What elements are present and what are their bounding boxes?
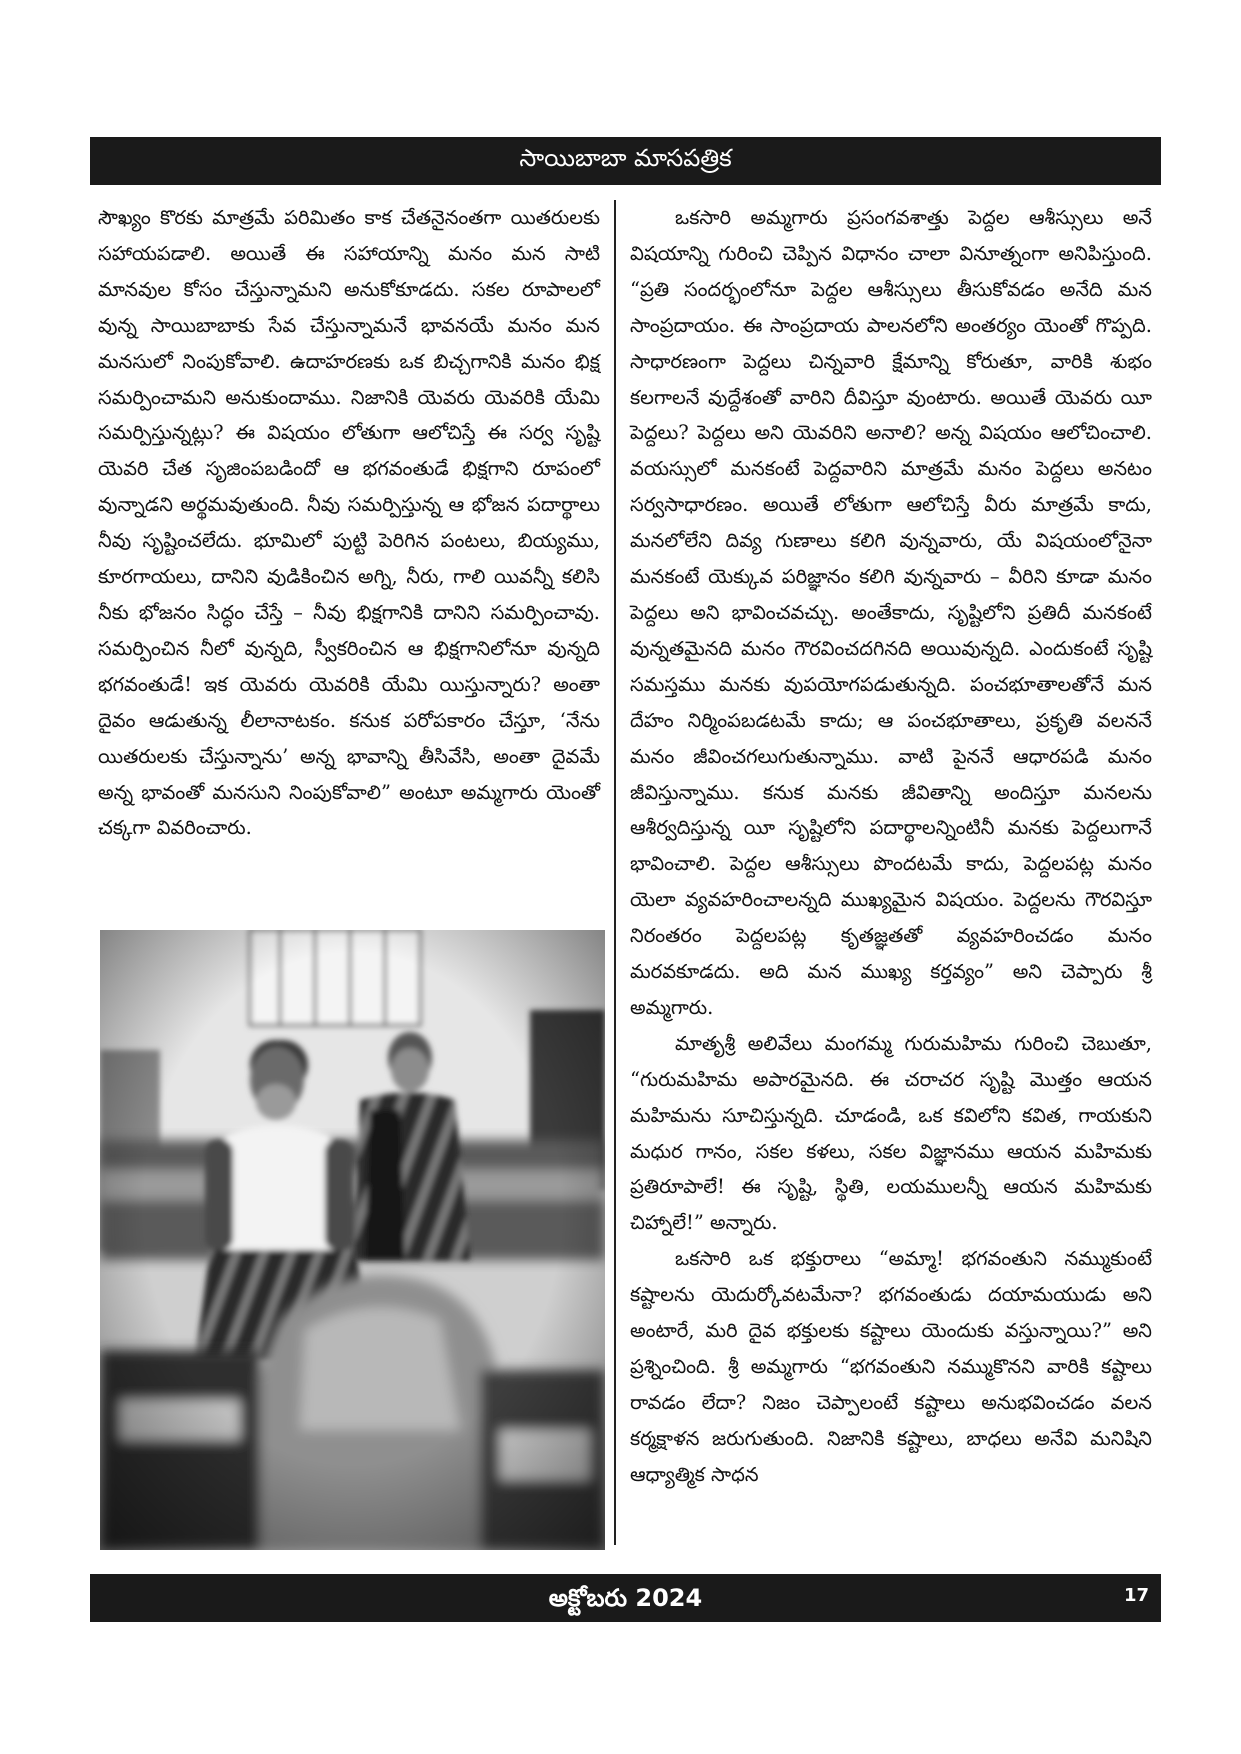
paragraph: ఒకసారి అమ్మగారు ప్రసంగవశాత్తు పెద్దల ఆశీస్సులు అనే విషయాన్ని గురించి చెప్పిన విధానం చాలా వినూత్నంగా అనిపిస్తుంది. “ప్రతి సందర్భంలోనూ పెద్దల ఆశీస్సులు తీసుకోవడం అనేది మన సాంప్రదాయం. ఈ సాంప్రదాయ పాలనలోని అంతర్యం యెంతో గొప్పది. సాధారణంగా పెద్దలు చిన్నవారి క్షేమాన్ని కోరుతూ, వారికి శుభం కలగాలనే వుద్దేశంతో వారిని దీవిస్తూ వుంటారు. అయితే యెవరు యీ పెద్దలు? పెద్దలు అని యెవరిని అనాలి? అన్న విషయం ఆలోచించాలి. వయస్సులో మనకంటే పెద్దవారిని మాత్రమే మనం పెద్దలు అనటం సర్వసాధారణం. అయితే లోతుగా ఆలోచిస్తే వీరు మాత్రమే కాదు, మనలోలేని దివ్య గుణాలు కలిగి వున్నవారు, యే విషయంలోనైనా మనకంటే యెక్కువ పరిజ్ఞానం కలిగి వున్నవారు – వీరిని కూడా మనం పెద్దలు అని భావించవచ్చు. అంతేకాదు, సృష్టిలోని ప్రతిదీ మనకంటే వున్నతమైనది మనం గౌరవించదగినది అయివున్నది. ఎందుకంటే సృష్టి సమస్తము మనకు వుపయోగపడుతున్నది. పంచభూతాలతోనే మన దేహం నిర్మింపబడటమే కాదు; ఆ పంచభూతాలు, ప్రకృతి వలననే మనం జీవించగలుగుతున్నాము. వాటి పైననే ఆధారపడి మనం జీవిస్తున్నాము. కనుక మనకు జీవితాన్ని అందిస్తూ మనలను ఆశీర్వదిస్తున్న యీ సృష్టిలోని పదార్థాలన్నింటినీ మనకు పెద్దలుగానే భావించాలి. పెద్దల ఆశీస్సులు పొందటమే కాదు, పెద్దలపట్ల మనం యెలా వ్యవహరించాలన్నది ముఖ్యమైన విషయం. పెద్దలను గౌరవిస్తూ నిరంతరం పెద్దలపట్ల కృతజ్ఞతతో వ్యవహరించడం మనం మరవకూడదు. అది మన ముఖ్య కర్తవ్యం” అని చెప్పారు శ్రీ అమ్మగారు. [630,206,1152,1019]
issue-date: అక్టోబరు 2024 [548,1584,703,1612]
paragraph: ఒకసారి ఒక భక్తురాలు “అమ్మా! భగవంతుని నమ్ముకుంటే కష్టాలను యెదుర్కోవటమేనా? భగవంతుడు దయామయుడు అని అంటారే, మరి దైవ భక్తులకు కష్టాలు యెందుకు వస్తున్నాయి?” అని ప్రశ్నించింది. శ్రీ అమ్మగారు “భగవంతుని నమ్ముకొనని వారికి కష్టాలు రావడం లేదా? నిజం చెప్పాలంటే కష్టాలు అనుభవించడం వలన కర్మక్షాళన జరుగుతుంది. నిజానికి కష్టాలు, బాధలు అనేవి మనిషిని ఆధ్యాత్మిక సాధన [630,1247,1152,1486]
paragraph: సౌఖ్యం కొరకు మాత్రమే పరిమితం కాక చేతనైనంతగా యితరులకు సహాయపడాలి. అయితే ఈ సహాయాన్ని మనం మన సాటి మానవుల కోసం చేస్తున్నామని అనుకోకూడదు. సకల రూపాలలో వున్న సాయిబాబాకు సేవ చేస్తున్నామనే భావనయే మనం మన మనసులో నింపుకోవాలి. ఉదాహరణకు ఒక బిచ్చగానికి మనం భిక్ష సమర్పించామని అనుకుందాము. నిజానికి యెవరు యెవరికి యేమి సమర్పిస్తున్నట్లు? ఈ విషయం లోతుగా ఆలోచిస్తే ఈ సర్వ సృష్టి యెవరి చేత సృజింపబడిందో ఆ భగవంతుడే భిక్షగాని రూపంలో వున్నాడని అర్థమవుతుంది. నీవు సమర్పిస్తున్న ఆ భోజన పదార్థాలు నీవు సృష్టించలేదు. భూమిలో పుట్టి పెరిగిన పంటలు, బియ్యము, కూరగాయలు, దానిని వుడికించిన అగ్ని, నీరు, గాలి యివన్నీ కలిసి నీకు భోజనం సిద్ధం చేస్తే – నీవు భిక్షగానికి దానిని సమర్పించావు. సమర్పించిన నీలో వున్నది, స్వీకరించిన ఆ భిక్షగానిలోనూ వున్నది భగవంతుడే! ఇక యెవరు యెవరికి యేమి యిస్తున్నారు? అంతా దైవం ఆడుతున్న లీలానాటకం. కనుక పరోపకారం చేస్తూ, ‘నేను యితరులకు చేస్తున్నాను’ అన్న భావాన్ని తీసివేసి, అంతా దైవమే అన్న భావంతో మనసుని నింపుకోవాలి” అంటూ అమ్మగారు యెంతో చక్కగా వివరించారు. [98,206,600,840]
column-divider [614,200,616,1545]
left-text-column [98,200,600,846]
right-text-column [630,200,1152,1493]
page-header [90,137,1161,185]
photograph [100,930,605,1550]
paragraph: మాతృశ్రీ అలివేలు మంగమ్మ గురుమహిమ గురించి చెబుతూ, “గురుమహిమ అపారమైనది. ఈ చరాచర సృష్టి మొత్తం ఆయన మహిమను సూచిస్తున్నది. చూడండి, ఒక కవిలోని కవిత, గాయకుని మధుర గానం, సకల కళలు, సకల విజ్ఞానము ఆయన మహిమకు ప్రతిరూపాలే! ఈ సృష్టి, స్థితి, లయములన్నీ ఆయన మహిమకు చిహ్నాలే!” అన్నారు. [630,1031,1152,1235]
page-footer [90,1574,1161,1622]
page-number: 17 [1123,1585,1149,1606]
magazine-title: సాయిబాబా మాసపత్రిక [519,144,732,172]
